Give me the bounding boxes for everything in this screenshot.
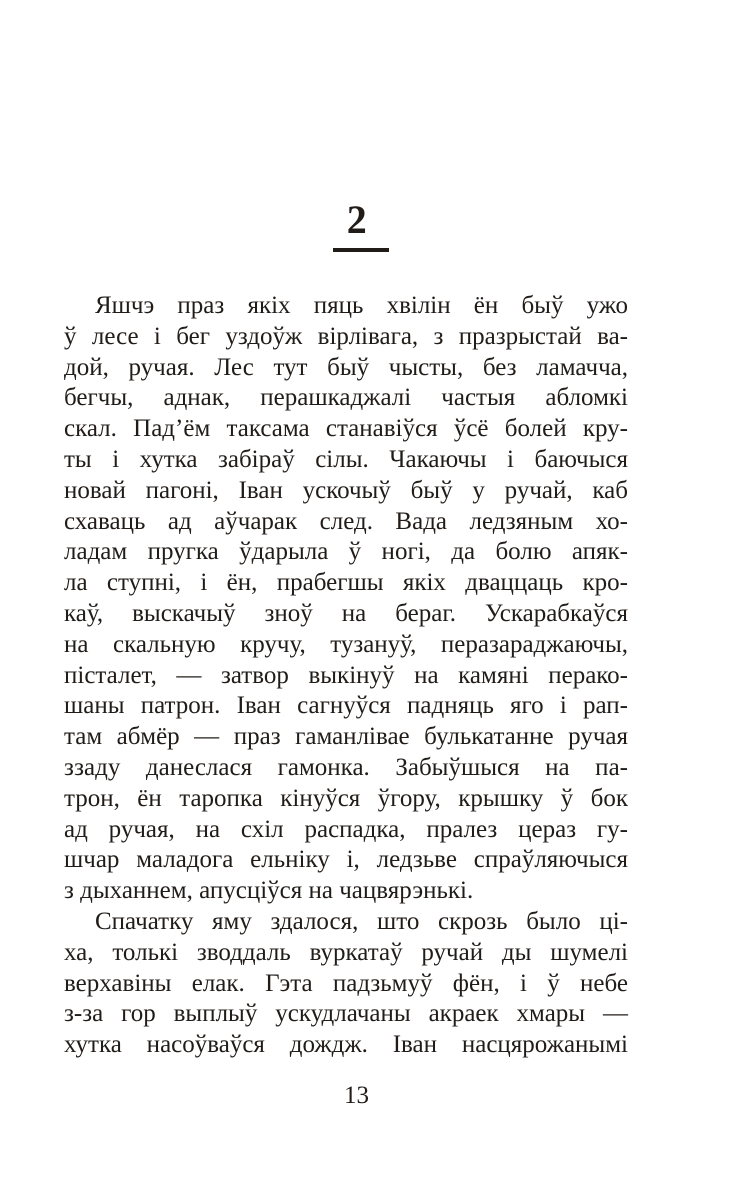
- text-line: хутка насоўваўся дождж. Іван насцярожанымі: [64, 1031, 628, 1059]
- text-line: каў, выскачыў зноў на бераг. Ускарабкаўся: [64, 599, 628, 627]
- text-line: схаваць ад аўчарак след. Вада ледзяным хо-: [64, 507, 628, 535]
- chapter-divider-rule: [333, 248, 389, 252]
- text-line: трон, ён таропка кінуўся ўгору, крышку ў бок: [64, 784, 628, 812]
- text-line: скал. Пад’ём таксама станавіўся ўсё болей кру-: [64, 415, 628, 443]
- text-line: ладам пругка ўдарыла ў ногі, да болю апяк-: [64, 538, 628, 566]
- chapter-number: 2: [346, 197, 368, 242]
- text-block: [64, 291, 628, 1061]
- text-line: новай пагоні, Іван ускочыў быў у ручай, каб: [64, 476, 628, 504]
- text-line: ззаду данеслася гамонка. Забыўшыся на па-: [64, 753, 628, 781]
- text-line: шчар маладога ельніку і, ледзьве спраўляючыся: [64, 846, 628, 874]
- text-line: Спачатку яму здалося, што скрозь было ці-: [95, 907, 628, 935]
- text-line: дой, ручая. Лес тут быў чысты, без ламачча,: [64, 353, 628, 381]
- text-line: верхавіны елак. Гэта падзьмуў фён, і ў небе: [64, 969, 628, 997]
- text-line: бегчы, аднак, перашкаджалі частыя абломкі: [64, 384, 628, 412]
- text-line: ла ступні, і ён, прабегшы якіх дваццаць кро-: [64, 569, 628, 597]
- text-line: з-за гор выплыў ускудлачаны акраек хмары —: [64, 1000, 628, 1028]
- text-line: пісталет, — затвор выкінуў на камяні перако-: [64, 661, 628, 689]
- text-line: ад ручая, на схіл распадка, пралез цераз гу-: [64, 815, 628, 843]
- text-line: шаны патрон. Іван сагнуўся падняць яго і рап-: [64, 692, 628, 720]
- text-line: ты і хутка забіраў сілы. Чакаючы і баючыся: [64, 445, 628, 473]
- text-line: Яшчэ праз якіх пяць хвілін ён быў ужо: [95, 292, 628, 319]
- text-line: ха, толькі зводдаль вуркатаў ручай ды шумелі: [64, 938, 628, 966]
- text-line: ў лесе і бег уздоўж вірлівага, з празрыстай ва-: [64, 322, 628, 350]
- text-line: з дыханнем, апусціўся на чацвярэнькі.: [64, 877, 474, 905]
- text-line: на скальную кручу, тузануў, перазараджаючы,: [64, 630, 628, 658]
- page-number: 13: [344, 1082, 369, 1109]
- text-line: там абмёр — праз гаманлівае булькатанне ручая: [64, 723, 628, 751]
